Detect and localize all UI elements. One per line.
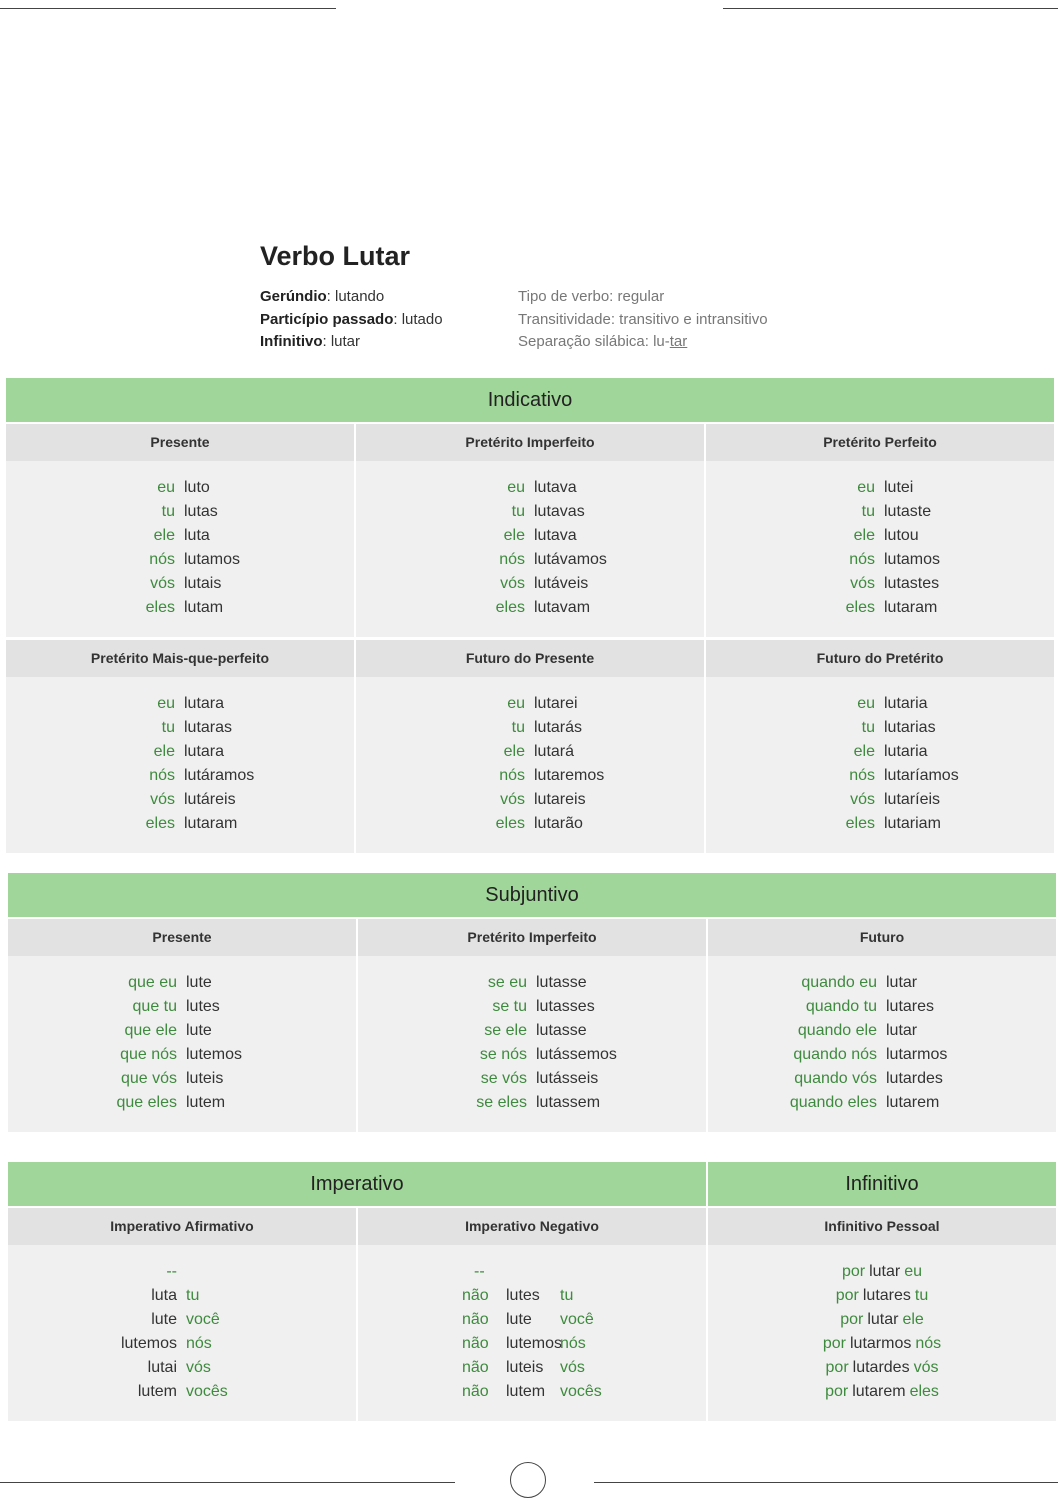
verb-form: lutem xyxy=(137,1383,177,1400)
conjugation-list xyxy=(356,461,704,637)
tense-card xyxy=(358,919,706,1132)
negation-word: não xyxy=(462,1287,489,1304)
pronoun: eu xyxy=(157,479,175,496)
pronoun: vós xyxy=(150,791,175,808)
verb-form: lutarias xyxy=(884,719,936,736)
preposition: por xyxy=(841,1263,866,1280)
pronoun: vós xyxy=(500,575,525,592)
conjugation-row xyxy=(706,596,1054,620)
conjugation-row xyxy=(356,572,704,596)
conjugation-row xyxy=(706,812,1054,836)
conjugation-row xyxy=(356,596,704,620)
verb-form: lute xyxy=(186,1022,212,1039)
conjugation-row xyxy=(8,971,356,995)
conjugation-row xyxy=(8,1308,356,1332)
pronoun: que ele xyxy=(124,1022,177,1039)
empty-form-dash: -- xyxy=(474,1263,485,1280)
verb-form: lutastes xyxy=(884,575,940,592)
verb-form: lutes xyxy=(186,998,220,1015)
verb-form: lutar xyxy=(867,1311,899,1328)
verb-form: lutava xyxy=(534,479,577,496)
tense-name: Presente xyxy=(6,424,354,461)
verb-form: lutas xyxy=(184,503,218,520)
imperativo-infinitivo-grid xyxy=(8,1208,1056,1421)
pronoun: tu xyxy=(161,503,175,520)
conjugation-list xyxy=(706,677,1054,853)
pronoun: eu xyxy=(857,479,875,496)
conjugation-row xyxy=(6,524,354,548)
negation-word: não xyxy=(462,1311,489,1328)
pronoun: você xyxy=(186,1311,220,1328)
verb-form: lutamos xyxy=(184,551,241,568)
verb-form: lute xyxy=(506,1311,532,1328)
conjugation-row xyxy=(706,548,1054,572)
separacao-stressed-link[interactable]: tar xyxy=(669,333,688,350)
pronoun: se ele xyxy=(484,1022,527,1039)
pronoun: tu xyxy=(861,503,875,520)
conjugation-row xyxy=(708,1380,1056,1404)
gerundio-row xyxy=(260,286,518,309)
verb-meta-info xyxy=(518,286,820,354)
indicativo-grid xyxy=(6,424,1054,853)
imperativo-infinitivo-banners xyxy=(8,1162,1056,1206)
pronoun: quando eles xyxy=(789,1094,877,1111)
conjugation-row xyxy=(708,1308,1056,1332)
verb-form: lutai xyxy=(147,1359,177,1376)
pronoun: eles xyxy=(495,815,525,832)
conjugation-list xyxy=(358,956,706,1132)
verb-form: lutamos xyxy=(884,551,941,568)
verb-form: lutariam xyxy=(884,815,941,832)
pronoun: vocês xyxy=(186,1383,228,1400)
conjugation-row xyxy=(358,1284,706,1308)
verb-form: lutaria xyxy=(884,695,928,712)
conjugation-list xyxy=(358,1245,706,1421)
preposition: por xyxy=(835,1287,859,1304)
infinitivo-pessoal-card xyxy=(708,1208,1056,1421)
tense-card xyxy=(356,424,704,637)
conjugation-row xyxy=(6,740,354,764)
top-left-rule xyxy=(0,8,336,9)
conjugation-row xyxy=(708,1091,1056,1115)
pronoun: se vós xyxy=(480,1070,527,1087)
tense-card xyxy=(706,640,1054,853)
pronoun: quando ele xyxy=(797,1022,877,1039)
imperativo-afirmativo-card xyxy=(8,1208,356,1421)
verb-form: luta xyxy=(151,1287,177,1304)
tense-name: Futuro xyxy=(708,919,1056,956)
pronoun: tu xyxy=(186,1287,200,1304)
negation-word: não xyxy=(462,1335,489,1352)
verb-form: lutam xyxy=(184,599,224,616)
verb-form: lutem xyxy=(186,1094,226,1111)
tense-card xyxy=(356,640,704,853)
pronoun: eles xyxy=(845,599,875,616)
conjugation-row xyxy=(356,476,704,500)
page-number-circle xyxy=(510,1462,546,1498)
conjugation-row xyxy=(6,764,354,788)
tipo-verbo: Tipo de verbo: regular xyxy=(518,288,665,305)
verb-form: lutemos xyxy=(506,1335,563,1352)
pronoun: ele xyxy=(153,527,175,544)
gerundio-label: Gerúndio xyxy=(260,288,327,305)
conjugation-row xyxy=(706,500,1054,524)
pronoun: se eles xyxy=(476,1094,527,1111)
verb-form: lutaram xyxy=(884,599,938,616)
pronoun: nós xyxy=(849,767,875,784)
verb-form: luta xyxy=(184,527,210,544)
tense-name: Presente xyxy=(8,919,356,956)
pronoun: vós xyxy=(500,791,525,808)
pronoun: quando nós xyxy=(793,1046,877,1063)
verb-form: lutardes xyxy=(886,1070,943,1087)
conjugation-row xyxy=(8,1019,356,1043)
verb-form: lutaste xyxy=(884,503,932,520)
conjugation-row xyxy=(356,788,704,812)
imperativo-negativo-card xyxy=(358,1208,706,1421)
verb-form: lutassem xyxy=(536,1094,601,1111)
infinitivo-row xyxy=(260,331,518,354)
verb-form: lutais xyxy=(184,575,222,592)
verb-form: lutemos xyxy=(120,1335,177,1352)
pronoun: nós xyxy=(499,551,525,568)
pronoun: eu xyxy=(857,695,875,712)
preposition: por xyxy=(825,1359,849,1376)
tense-name: Futuro do Presente xyxy=(356,640,704,677)
negation-word: não xyxy=(462,1383,489,1400)
verb-form: lutarás xyxy=(534,719,583,736)
pronoun: eles xyxy=(909,1383,939,1400)
verb-form: lutarem xyxy=(886,1094,940,1111)
conjugation-row xyxy=(706,692,1054,716)
subjuntivo-section xyxy=(8,873,1056,1132)
participio-value: : lutado xyxy=(393,310,443,328)
pronoun: quando eu xyxy=(801,974,877,991)
pronoun: vós xyxy=(186,1359,211,1376)
conjugation-row xyxy=(6,716,354,740)
top-right-rule xyxy=(723,8,1058,9)
pronoun: quando vós xyxy=(794,1070,877,1087)
conjugation-row xyxy=(358,1043,706,1067)
verb-forms-info xyxy=(260,286,518,354)
preposition: por xyxy=(840,1311,864,1328)
verb-form: lutaríamos xyxy=(884,767,959,784)
imperativo-banner: Imperativo xyxy=(8,1162,706,1206)
conjugation-row xyxy=(356,692,704,716)
preposition: por xyxy=(825,1383,849,1400)
bottom-left-rule xyxy=(0,1482,455,1483)
conjugation-row xyxy=(8,1380,356,1404)
pronoun: eu xyxy=(157,695,175,712)
pronoun: que tu xyxy=(132,998,177,1015)
empty-slot xyxy=(182,1260,356,1284)
pronoun: tu xyxy=(511,503,525,520)
conjugation-row xyxy=(706,716,1054,740)
verb-form: lutardes xyxy=(852,1359,910,1376)
pronoun: tu xyxy=(161,719,175,736)
verb-form: lutasses xyxy=(536,998,595,1015)
conjugation-row xyxy=(356,716,704,740)
tense-card xyxy=(6,424,354,637)
verb-form: lutar xyxy=(886,1022,918,1039)
pronoun: eu xyxy=(507,479,525,496)
tense-name: Pretérito Mais-que-perfeito xyxy=(6,640,354,677)
preposition: por xyxy=(822,1335,846,1352)
conjugation-row xyxy=(356,548,704,572)
verb-form: lutaremos xyxy=(534,767,605,784)
verb-form: lutaria xyxy=(884,743,928,760)
pronoun: vós xyxy=(850,791,875,808)
verb-form: lutaras xyxy=(184,719,233,736)
pronoun: que eu xyxy=(128,974,177,991)
verb-form: lutara xyxy=(184,743,225,760)
pronoun: ele xyxy=(503,527,525,544)
conjugation-row xyxy=(8,1356,356,1380)
pronoun: tu xyxy=(511,719,525,736)
pronoun: vós xyxy=(150,575,175,592)
conjugation-list xyxy=(8,1245,356,1421)
conjugation-row xyxy=(6,788,354,812)
pronoun: se nós xyxy=(479,1046,527,1063)
conjugation-row xyxy=(8,995,356,1019)
conjugation-row xyxy=(358,1356,706,1380)
conjugation-row xyxy=(356,524,704,548)
pronoun: nós xyxy=(849,551,875,568)
conjugation-row xyxy=(358,1332,706,1356)
subjuntivo-banner: Subjuntivo xyxy=(8,873,1056,917)
verb-form: lutes xyxy=(506,1287,540,1304)
verb-form: lutávamos xyxy=(534,551,607,568)
imperativo-infinitivo-section xyxy=(8,1162,1056,1421)
pronoun: que nós xyxy=(120,1046,177,1063)
verb-form: lutarei xyxy=(534,695,578,712)
conjugation-row xyxy=(8,1091,356,1115)
pronoun: quando tu xyxy=(805,998,877,1015)
pronoun: vós xyxy=(560,1359,585,1376)
conjugation-row xyxy=(358,1380,706,1404)
transitividade: Transitividade: transitivo e intransitivo xyxy=(518,310,768,328)
verb-form: lutares xyxy=(862,1287,911,1304)
conjugation-list xyxy=(708,1245,1056,1421)
conjugation-list xyxy=(356,677,704,853)
verb-form: lutásseis xyxy=(536,1070,599,1087)
conjugation-row xyxy=(356,764,704,788)
verb-form: lutarem xyxy=(852,1383,906,1400)
verb-form: lutasse xyxy=(536,974,587,991)
pronoun: eles xyxy=(495,599,525,616)
pronoun: que eles xyxy=(116,1094,177,1111)
pronoun: ele xyxy=(153,743,175,760)
conjugation-row xyxy=(706,764,1054,788)
tense-name: Pretérito Imperfeito xyxy=(356,424,704,461)
conjugation-row xyxy=(708,1356,1056,1380)
pronoun: tu xyxy=(560,1287,574,1304)
pronoun: eu xyxy=(507,695,525,712)
conjugation-row xyxy=(8,1260,356,1284)
verb-info xyxy=(260,286,820,354)
verb-form: lutara xyxy=(184,695,225,712)
verb-form: lutei xyxy=(884,479,914,496)
tense-name: Futuro do Pretérito xyxy=(706,640,1054,677)
pronoun: ele xyxy=(853,527,875,544)
verb-form: lutáreis xyxy=(184,791,236,808)
pronoun: nós xyxy=(149,767,175,784)
negation-word: não xyxy=(462,1359,489,1376)
conjugation-row xyxy=(356,500,704,524)
pronoun: eles xyxy=(845,815,875,832)
participio-label: Particípio passado xyxy=(260,310,394,328)
gerundio-value: : lutando xyxy=(326,288,385,305)
pronoun: nós xyxy=(560,1335,586,1352)
tense-card xyxy=(706,424,1054,637)
conjugation-row xyxy=(358,1308,706,1332)
tense-name: Imperativo Afirmativo xyxy=(8,1208,356,1245)
verb-form: lutássemos xyxy=(536,1046,617,1063)
verb-form: luto xyxy=(184,479,210,496)
verb-form: lutavas xyxy=(534,503,585,520)
participio-row xyxy=(260,309,518,332)
verb-form: lutar xyxy=(869,1263,901,1280)
conjugation-row xyxy=(6,572,354,596)
verb-form: lutar xyxy=(886,974,918,991)
verb-form: luteis xyxy=(506,1359,544,1376)
conjugation-row xyxy=(708,1284,1056,1308)
conjugation-row xyxy=(6,500,354,524)
conjugation-row xyxy=(358,1091,706,1115)
verb-form: lutarmos xyxy=(849,1335,912,1352)
pronoun: eles xyxy=(145,599,175,616)
verb-form: lutou xyxy=(884,527,919,544)
conjugation-row xyxy=(708,1043,1056,1067)
pronoun: se tu xyxy=(492,998,527,1015)
pronoun: vós xyxy=(913,1359,939,1376)
conjugation-row xyxy=(708,995,1056,1019)
pronoun: nós xyxy=(186,1335,212,1352)
verb-header xyxy=(260,238,820,354)
conjugation-row xyxy=(358,971,706,995)
pronoun: eu xyxy=(904,1263,923,1280)
pronoun: nós xyxy=(915,1335,942,1352)
verb-form: lutarmos xyxy=(886,1046,948,1063)
empty-form-dash: -- xyxy=(166,1263,177,1280)
conjugation-row xyxy=(8,1043,356,1067)
infinitivo-banner: Infinitivo xyxy=(708,1162,1056,1206)
conjugation-row xyxy=(6,812,354,836)
verb-form: lutava xyxy=(534,527,577,544)
indicativo-section xyxy=(6,378,1054,853)
pronoun: vocês xyxy=(560,1383,602,1400)
pronoun: nós xyxy=(499,767,525,784)
conjugation-row xyxy=(356,740,704,764)
conjugation-list xyxy=(6,461,354,637)
separacao-silabica xyxy=(518,331,820,354)
separacao-prefix: Separação silábica: lu- xyxy=(518,333,670,350)
conjugation-row xyxy=(8,1332,356,1356)
conjugation-list xyxy=(8,956,356,1132)
verb-form: lutasse xyxy=(536,1022,587,1039)
verb-form: lutaram xyxy=(184,815,238,832)
conjugation-row xyxy=(8,1067,356,1091)
bottom-right-rule xyxy=(594,1482,1058,1483)
tense-card xyxy=(6,640,354,853)
tense-name: Pretérito Perfeito xyxy=(706,424,1054,461)
conjugation-row xyxy=(708,1019,1056,1043)
verb-form: lute xyxy=(151,1311,177,1328)
verb-form: lute xyxy=(186,974,212,991)
pronoun: tu xyxy=(861,719,875,736)
subjuntivo-grid xyxy=(8,919,1056,1132)
verb-form: lutem xyxy=(506,1383,546,1400)
pronoun: eles xyxy=(145,815,175,832)
pronoun: se eu xyxy=(487,974,527,991)
page-title: Verbo Lutar xyxy=(260,241,411,271)
pronoun: tu xyxy=(914,1287,929,1304)
tense-name: Imperativo Negativo xyxy=(358,1208,706,1245)
infinitivo-value: : lutar xyxy=(322,333,361,350)
conjugation-row xyxy=(708,971,1056,995)
pronoun: ele xyxy=(902,1311,924,1328)
conjugation-row xyxy=(358,1260,706,1284)
conjugation-row xyxy=(706,740,1054,764)
indicativo-banner: Indicativo xyxy=(6,378,1054,422)
verb-form: lutares xyxy=(886,998,935,1015)
tense-card xyxy=(708,919,1056,1132)
conjugation-row xyxy=(706,476,1054,500)
conjugation-row xyxy=(358,1067,706,1091)
tense-name: Pretérito Imperfeito xyxy=(358,919,706,956)
conjugation-row xyxy=(708,1067,1056,1091)
conjugation-row xyxy=(6,476,354,500)
conjugation-row xyxy=(6,596,354,620)
verb-form: lutaríeis xyxy=(884,791,941,808)
verb-form: lutarão xyxy=(534,815,583,832)
conjugation-row xyxy=(706,572,1054,596)
verb-form: lutareis xyxy=(534,791,586,808)
conjugation-list xyxy=(706,461,1054,637)
conjugation-row xyxy=(358,995,706,1019)
conjugation-row xyxy=(6,692,354,716)
conjugation-row xyxy=(358,1019,706,1043)
pronoun: ele xyxy=(853,743,875,760)
conjugation-row xyxy=(6,548,354,572)
conjugation-row xyxy=(8,1284,356,1308)
verb-form: luteis xyxy=(186,1070,224,1087)
pronoun: que vós xyxy=(120,1070,177,1087)
conjugation-row xyxy=(708,1332,1056,1356)
verb-form: lutáveis xyxy=(534,575,589,592)
infinitivo-label: Infinitivo xyxy=(260,333,323,350)
conjugation-row xyxy=(356,812,704,836)
conjugation-row xyxy=(706,788,1054,812)
pronoun: nós xyxy=(149,551,175,568)
verb-form: lutemos xyxy=(186,1046,243,1063)
tense-name: Infinitivo Pessoal xyxy=(708,1208,1056,1245)
pronoun: vós xyxy=(850,575,875,592)
tense-card xyxy=(8,919,356,1132)
conjugation-row xyxy=(708,1260,1056,1284)
verb-form: lutavam xyxy=(534,599,591,616)
conjugation-list xyxy=(708,956,1056,1132)
verb-form: lutará xyxy=(534,743,575,760)
pronoun: você xyxy=(560,1311,594,1328)
conjugation-row xyxy=(706,524,1054,548)
verb-form: lutáramos xyxy=(184,767,255,784)
pronoun: ele xyxy=(503,743,525,760)
conjugation-list xyxy=(6,677,354,853)
